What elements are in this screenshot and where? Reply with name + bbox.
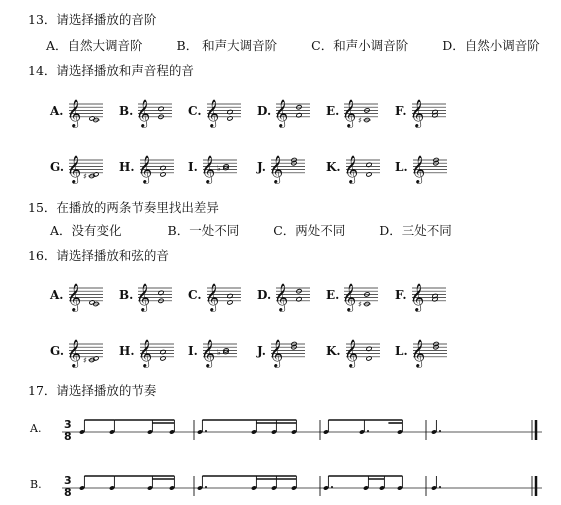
q14-option-a[interactable]	[50, 94, 119, 128]
q16-option-a[interactable]	[50, 278, 119, 312]
q14-option-l[interactable]	[395, 150, 464, 184]
staff-notation	[202, 334, 238, 368]
staff-notation	[68, 334, 104, 368]
option-label: F.	[395, 104, 407, 118]
treble-clef-icon: 𝄞	[342, 283, 357, 311]
staff-notation	[206, 94, 242, 128]
treble-clef-icon: 𝄞	[410, 155, 425, 183]
question-15-options	[50, 221, 482, 239]
option-label: I.	[188, 160, 198, 174]
option-label: B.	[119, 104, 134, 118]
treble-clef-icon: 𝄞	[342, 99, 357, 127]
treble-clef-icon: 𝄞	[67, 155, 82, 183]
q14-option-b[interactable]	[119, 94, 188, 128]
treble-clef-icon: 𝄞	[66, 283, 81, 311]
option-label: L.	[395, 344, 408, 358]
treble-clef-icon: 𝄞	[268, 155, 284, 183]
staff-notation	[206, 278, 242, 312]
dot	[331, 486, 333, 488]
option-a[interactable]: A．没有变化	[50, 223, 122, 238]
staff-notation	[412, 150, 448, 184]
q14-option-g[interactable]	[50, 150, 119, 184]
option-label: E.	[326, 288, 340, 302]
sharp-icon: ♯	[358, 300, 363, 309]
staff-notation	[137, 94, 173, 128]
time-signature-bottom: 8	[64, 430, 72, 443]
q14-option-h[interactable]	[119, 150, 188, 184]
question-16-row-1	[50, 278, 464, 312]
option-label: G.	[50, 160, 64, 174]
option-b[interactable]: B． 和声大调音阶	[176, 38, 278, 53]
q16-option-l[interactable]	[395, 334, 464, 368]
option-label: B.	[119, 288, 134, 302]
staff-notation	[270, 334, 306, 368]
treble-clef-icon: 𝄞	[343, 339, 358, 367]
q14-option-f[interactable]	[395, 94, 464, 128]
dot	[439, 486, 441, 488]
option-label: G.	[50, 344, 64, 358]
q16-option-c[interactable]	[188, 278, 257, 312]
staff-notation	[202, 150, 238, 184]
q14-option-e[interactable]	[326, 94, 395, 128]
staff-notation	[68, 150, 104, 184]
question-17-title: 17．请选择播放的节奏	[28, 383, 157, 398]
option-d[interactable]: D．三处不同	[379, 223, 452, 238]
staff-notation	[343, 278, 379, 312]
treble-clef-icon: 𝄞	[66, 99, 81, 127]
treble-clef-icon: 𝄞	[268, 339, 284, 367]
dot	[367, 430, 369, 432]
staff-notation	[137, 278, 173, 312]
option-label: A.	[50, 288, 64, 302]
option-label: C.	[188, 104, 202, 118]
q16-option-g[interactable]	[50, 334, 119, 368]
flat-icon: ♭	[216, 348, 221, 357]
treble-clef-icon: 𝄞	[204, 99, 219, 127]
q14-option-d[interactable]	[257, 94, 326, 128]
option-b[interactable]: B．一处不同	[167, 223, 240, 238]
staff-notation	[139, 150, 175, 184]
staff-notation	[270, 150, 306, 184]
question-15-title: 15．在播放的两条节奏里找出差异	[28, 200, 219, 215]
sharp-icon: ♯	[358, 116, 363, 125]
staff-notation	[345, 334, 381, 368]
staff-notation	[411, 94, 447, 128]
option-c[interactable]: C．两处不同	[273, 223, 346, 238]
q16-option-h[interactable]	[119, 334, 188, 368]
question-16-title: 16．请选择播放和弦的音	[28, 248, 169, 263]
treble-clef-icon: 𝄞	[204, 283, 219, 311]
staff-notation	[275, 278, 311, 312]
time-signature-top: 3	[64, 474, 72, 487]
q14-option-k[interactable]	[326, 150, 395, 184]
staff-notation	[139, 334, 175, 368]
q16-option-d[interactable]	[257, 278, 326, 312]
option-label: C.	[188, 288, 202, 302]
option-label: F.	[395, 288, 407, 302]
staff-notation	[411, 278, 447, 312]
time-signature-bottom: 8	[64, 486, 72, 499]
treble-clef-icon: 𝄞	[136, 283, 151, 311]
q14-option-c[interactable]	[188, 94, 257, 128]
treble-clef-icon: 𝄞	[200, 155, 215, 183]
question-16-row-2	[50, 334, 464, 368]
option-label: K.	[326, 344, 341, 358]
option-label: H.	[119, 344, 135, 358]
dot	[205, 430, 207, 432]
time-signature-top: 3	[64, 418, 72, 431]
rhythm-label: A.	[30, 422, 42, 435]
staff-notation	[345, 150, 381, 184]
dot	[205, 486, 207, 488]
dot	[439, 430, 441, 432]
q16-option-f[interactable]	[395, 278, 464, 312]
question-14-row-2	[50, 150, 464, 184]
treble-clef-icon: 𝄞	[409, 283, 424, 311]
option-label: J.	[257, 344, 266, 358]
q14-option-i[interactable]	[188, 150, 257, 184]
treble-clef-icon: 𝄞	[200, 339, 215, 367]
staff-notation	[68, 278, 104, 312]
option-label: K.	[326, 160, 341, 174]
sharp-icon: ♯	[83, 356, 87, 365]
staff-notation	[275, 94, 311, 128]
treble-clef-icon: 𝄞	[136, 99, 151, 127]
staff-notation	[412, 334, 448, 368]
rhythm-staff	[62, 472, 561, 504]
q16-option-b[interactable]	[119, 278, 188, 312]
option-a[interactable]: A．自然大调音阶	[46, 38, 143, 53]
option-label: D.	[257, 288, 272, 302]
q16-option-k[interactable]	[326, 334, 395, 368]
treble-clef-icon: 𝄞	[137, 155, 152, 183]
rhythm-label: B.	[30, 478, 42, 491]
question-13-options	[46, 36, 561, 54]
sharp-icon: ♯	[83, 172, 87, 181]
option-label: L.	[395, 160, 408, 174]
treble-clef-icon: 𝄞	[274, 99, 289, 127]
option-label: D.	[257, 104, 272, 118]
q16-option-j[interactable]	[257, 334, 326, 368]
option-label: I.	[188, 344, 198, 358]
question-14-title: 14．请选择播放和声音程的音	[28, 63, 194, 78]
treble-clef-icon: 𝄞	[409, 99, 424, 127]
option-d[interactable]: D．自然小调音阶	[442, 38, 540, 53]
treble-clef-icon: 𝄞	[274, 283, 289, 311]
option-label: A.	[50, 104, 64, 118]
treble-clef-icon: 𝄞	[137, 339, 152, 367]
option-label: H.	[119, 160, 135, 174]
treble-clef-icon: 𝄞	[343, 155, 358, 183]
staff-notation	[343, 94, 379, 128]
staff-notation	[68, 94, 104, 128]
option-label: E.	[326, 104, 340, 118]
treble-clef-icon: 𝄞	[67, 339, 82, 367]
rhythm-staff	[62, 416, 561, 448]
q16-option-i[interactable]	[188, 334, 257, 368]
q16-option-e[interactable]	[326, 278, 395, 312]
question-14-row-1	[50, 94, 464, 128]
treble-clef-icon: 𝄞	[410, 339, 425, 367]
question-13-title: 13．请选择播放的音阶	[28, 12, 157, 27]
q14-option-j[interactable]	[257, 150, 326, 184]
option-c[interactable]: C．和声小调音阶	[311, 38, 409, 53]
option-label: J.	[257, 160, 266, 174]
flat-icon: ♭	[216, 164, 221, 173]
